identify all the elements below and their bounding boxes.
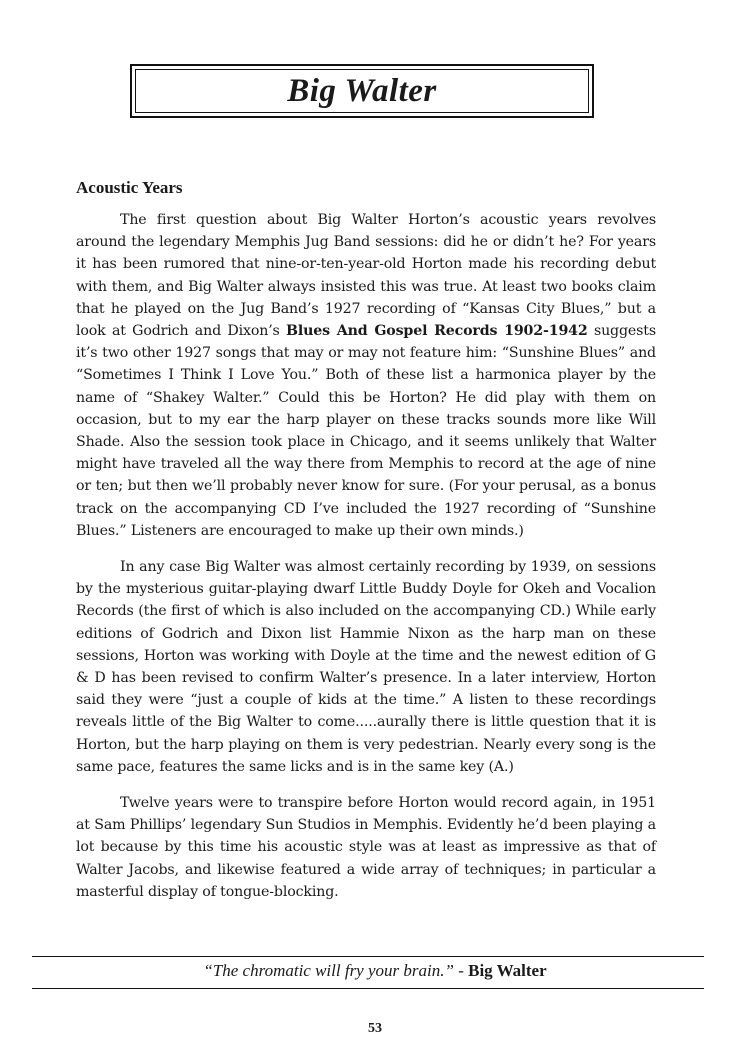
- quote-separator: -: [453, 961, 469, 980]
- quote-author: Big Walter: [468, 961, 547, 980]
- paragraph-1-text-start: The first question about Big Walter Horton’s acoustic years revolves around the legendary Memphis Jug Band sessions: did he or didn’t he? For years it has been rumored that nine-or-ten-year-old Horton made his recording debut with them, and Big Walter always insisted this was true. At least two books claim that he played on the Jug Band’s 1927 recording of “Kansas City Blues,” but a look at Godrich and Dixon’s: [76, 212, 656, 340]
- paragraph-1-text-end: suggests it’s two other 1927 songs that may or may not feature him: “Sunshine Blues” and “Sometimes I Think I Love You.” Both of these list a harmonica player by the name of “Shakey Walter.” Could this be Horton? He did play with them on occasion, but to my ear the harp player on these tracks sounds more like Will Shade. Also the session took place in Chicago, and it seems unlikely that Walter might have traveled all the way there from Memphis to record at the age of nine or ten; but then we’ll probably never know for sure. (For your perusal, as a bonus track on the accompanying CD I’ve included the 1927 recording of “Sunshine Blues.” Listeners are encouraged to make up their own minds.): [76, 323, 656, 539]
- book-title: Blues And Gospel Records 1902-1942: [286, 323, 588, 340]
- footer-bottom-rule: [32, 988, 704, 989]
- footer-top-rule: [32, 956, 704, 957]
- paragraph-2: In any case Big Walter was almost certainly recording by 1939, on sessions by the mysterious guitar-playing dwarf Little Buddy Doyle for Okeh and Vocalion Records (the first of which is also included on the accompanying CD.) While early editions of Godrich and Dixon list Hammie Nixon as the harp man on these sessions, Horton was working with Doyle at the time and the newest edition of G & D has been revised to confirm Walter’s presence. In a later interview, Horton said they were “just a couple of kids at the time.” A listen to these recordings reveals little of the Big Walter to come.....aurally there is little question that it is Horton, but the harp playing on them is very pedestrian. Nearly every song is the same pace, features the same licks and is in the same key (A.): [76, 559, 656, 775]
- title-frame: [130, 64, 594, 118]
- page-number: 53: [368, 1021, 382, 1036]
- paragraph-1: [76, 209, 656, 542]
- footer-quote: [0, 961, 750, 981]
- section-heading: Acoustic Years: [76, 178, 183, 197]
- title-inner-frame: [135, 69, 589, 113]
- paragraph-3: Twelve years were to transpire before Horton would record again, in 1951 at Sam Phillips’ legendary Sun Studios in Memphis. Evidently he’d been playing a lot because by this time his acoustic style was at least as impressive as that of Walter Jacobs, and likewise featured a wide array of techniques; in particular a masterful display of tongue-blocking.: [76, 795, 656, 900]
- body-text: [76, 209, 656, 917]
- quote-text: “The chromatic will fry your brain.”: [203, 961, 454, 980]
- page-title: Big Walter: [287, 72, 437, 109]
